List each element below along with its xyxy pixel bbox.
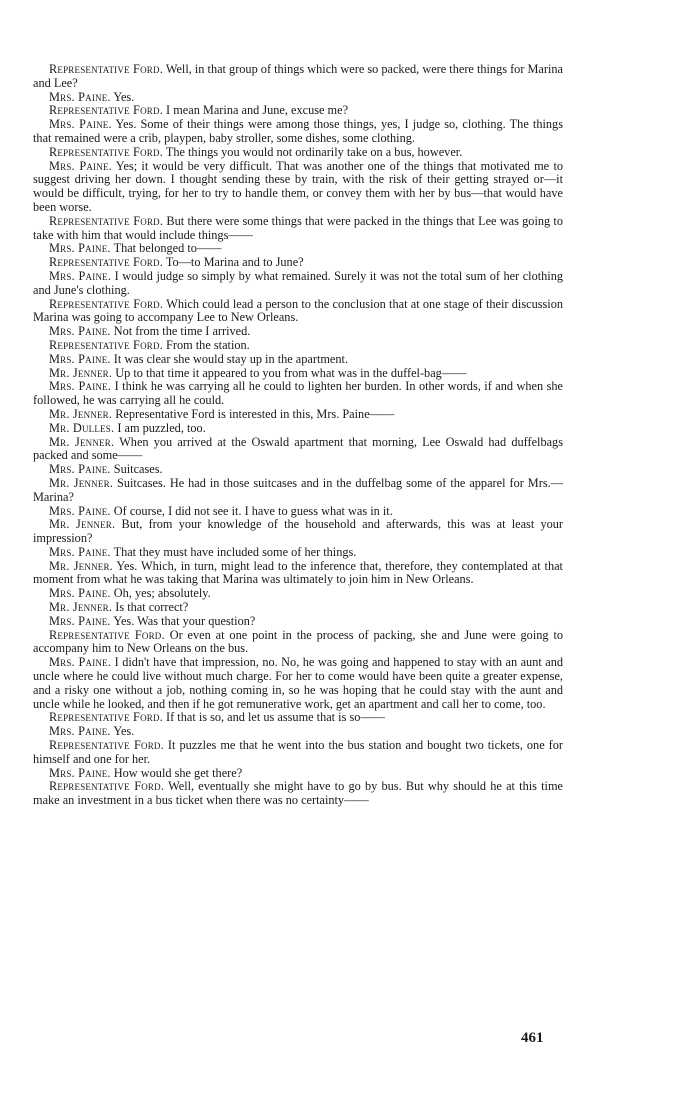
speech-text: Suitcases. <box>113 462 163 477</box>
speaker-name: Mrs. Paine. <box>49 503 111 518</box>
testimony-paragraph <box>33 587 563 601</box>
speech-text: But there were some things that were packed in the things that Lee was going to take with him that would include things—— <box>33 213 563 242</box>
speaker-name: Representative Ford. <box>49 144 163 159</box>
testimony-paragraph <box>33 767 563 781</box>
testimony-paragraph <box>33 367 563 381</box>
speaker-name: Representative Ford. <box>49 337 163 352</box>
speech-text: To—to Marina and to June? <box>165 255 304 270</box>
speaker-name: Representative Ford. <box>49 738 164 753</box>
testimony-paragraph <box>33 298 563 326</box>
speaker-name: Mr. Jenner. <box>49 517 116 532</box>
speech-text: From the station. <box>166 337 250 352</box>
speaker-name: Mr. Dulles. <box>49 420 115 435</box>
speech-text: It puzzles me that he went into the bus station and bought two tickets, one for himself and one for her. <box>33 738 564 766</box>
speaker-name: Mrs. Paine. <box>49 117 112 132</box>
speech-text: That they must have included some of her things. <box>113 544 357 559</box>
speech-text: Or even at one point in the process of packing, she and June were going to accompany him to New Orleans on the bus. <box>33 627 564 656</box>
speaker-name: Mrs. Paine. <box>49 586 111 601</box>
speaker-name: Mr. Jenner. <box>49 406 113 421</box>
speech-text: When you arrived at the Oswald apartment that morning, Lee Oswald had duffelbags packed and some—— <box>33 434 563 463</box>
testimony-paragraph <box>33 270 563 298</box>
testimony-paragraph <box>33 615 563 629</box>
speaker-name: Representative Ford. <box>49 62 163 76</box>
speaker-name: Mrs. Paine. <box>49 613 111 628</box>
speech-text: Yes. <box>113 89 135 104</box>
speaker-name: Mrs. Paine. <box>49 765 111 780</box>
testimony-paragraph <box>33 546 563 560</box>
speaker-name: Representative Ford. <box>49 296 164 311</box>
speaker-name: Mr. Jenner. <box>49 558 113 573</box>
speech-text: Of course, I did not see it. I have to guess what was in it. <box>113 503 393 518</box>
testimony-paragraph <box>33 104 563 118</box>
speech-text: Well, eventually she might have to go by bus. But why should he at this time make an investment in a bus ticket when there was no certainty—— <box>33 779 563 808</box>
testimony-paragraph <box>33 505 563 519</box>
speech-text: I am puzzled, too. <box>117 420 206 435</box>
speaker-name: Mrs. Paine. <box>49 655 112 670</box>
testimony-paragraph <box>33 711 563 725</box>
testimony-paragraph <box>33 256 563 270</box>
testimony-paragraph <box>33 422 563 436</box>
speech-text: Yes. Some of their things were among those things, yes, I judge so, clothing. The things that remained were a crib, playpen, baby stroller, some dishes, some clothing. <box>33 117 563 145</box>
speaker-name: Mr. Jenner. <box>49 600 113 615</box>
speaker-name: Representative Ford. <box>49 710 163 725</box>
testimony-paragraph <box>33 560 563 588</box>
speech-text: I mean Marina and June, excuse me? <box>166 103 349 118</box>
testimony-paragraph <box>33 63 563 91</box>
page-number: 461 <box>521 1030 544 1046</box>
testimony-paragraph <box>33 408 563 422</box>
speech-text: Up to that time it appeared to you from what was in the duffel-bag—— <box>115 365 467 380</box>
testimony-paragraph <box>33 91 563 105</box>
speaker-name: Mr. Jenner. <box>49 365 113 380</box>
testimony-paragraph <box>33 463 563 477</box>
testimony-paragraph <box>33 780 563 808</box>
speaker-name: Representative Ford. <box>49 103 163 118</box>
speech-text: How would she get there? <box>113 765 243 780</box>
testimony-paragraph <box>33 215 563 243</box>
testimony-paragraph <box>33 601 563 615</box>
speaker-name: Mrs. Paine. <box>49 268 112 283</box>
speech-text: Representative Ford is interested in this, Mrs. Paine—— <box>115 406 395 421</box>
testimony-text <box>33 63 563 808</box>
speech-text: Is that correct? <box>115 600 189 615</box>
testimony-paragraph <box>33 518 563 546</box>
speech-text: Yes. Was that your question? <box>113 613 256 628</box>
testimony-paragraph <box>33 339 563 353</box>
speech-text: Yes. <box>113 724 135 739</box>
speaker-name: Mrs. Paine. <box>49 351 111 366</box>
speech-text: Which could lead a person to the conclusion that at one stage of their discussion Marina was going to accompany Lee to New Orleans. <box>33 296 564 325</box>
speaker-name: Mrs. Paine. <box>49 89 111 104</box>
speech-text: If that is so, and let us assume that is so—— <box>166 710 385 725</box>
speech-text: Well, in that group of things which were so packed, were there things for Marina and Lee? <box>33 62 564 90</box>
testimony-paragraph <box>33 725 563 739</box>
testimony-paragraph <box>33 380 563 408</box>
testimony-paragraph <box>33 118 563 146</box>
testimony-paragraph <box>33 146 563 160</box>
speech-text: I think he was carrying all he could to lighten her burden. In other words, if and when she followed, he was carrying all he could. <box>33 379 564 408</box>
testimony-paragraph <box>33 656 563 711</box>
speech-text: It was clear she would stay up in the apartment. <box>113 351 349 366</box>
speaker-name: Mr. Jenner. <box>49 475 114 490</box>
testimony-paragraph <box>33 739 563 767</box>
speaker-name: Representative Ford. <box>49 627 165 642</box>
speech-text: But, from your knowledge of the household and afterwards, this was at least your impression? <box>33 517 563 546</box>
speaker-name: Representative Ford. <box>49 213 164 228</box>
speech-text: I would judge so simply by what remained. Surely it was not the total sum of her clothing and June's clothing. <box>33 268 563 297</box>
speech-text: Suitcases. He had in those suitcases and in the duffelbag some of the apparel for Mrs.—Marina? <box>33 475 563 504</box>
speech-text: I didn't have that impression, no. No, he was going and happened to stay with an aunt and uncle where he could live without much charge. For her to come would have been quite a greater expense, and a risky one without a job, nothing coming in, so he was hoping that he could stay with the aunt and uncle while he looked, and then if he got remunerative work, get an apartment and call her to come, too. <box>33 655 563 711</box>
speaker-name: Representative Ford. <box>49 779 165 794</box>
speaker-name: Mrs. Paine. <box>49 379 112 394</box>
speaker-name: Mrs. Paine. <box>49 544 111 559</box>
speaker-name: Mrs. Paine. <box>49 324 111 339</box>
speaker-name: Mrs. Paine. <box>49 241 111 256</box>
speaker-name: Mr. Jenner. <box>49 434 115 449</box>
speaker-name: Mrs. Paine. <box>49 158 112 173</box>
testimony-paragraph <box>33 242 563 256</box>
speech-text: Yes; it would be very difficult. That was another one of the things that motivated me to suggest driving her down. I thought sending these by train, with the risk of their getting strayed or—it would be difficult, trying, for her to try to handle them, or convey them with her by bus—that would have been worse. <box>33 158 564 214</box>
testimony-paragraph <box>33 325 563 339</box>
speech-text: Yes. Which, in turn, might lead to the inference that, therefore, they contemplated at that moment from what he was taking that Marina was ultimately to join him in New Orleans. <box>33 558 563 587</box>
testimony-paragraph <box>33 477 563 505</box>
speaker-name: Mrs. Paine. <box>49 462 111 477</box>
testimony-paragraph <box>33 436 563 464</box>
testimony-paragraph <box>33 353 563 367</box>
testimony-paragraph <box>33 629 563 657</box>
speech-text: The things you would not ordinarily take on a bus, however. <box>165 144 463 159</box>
speech-text: Oh, yes; absolutely. <box>113 586 211 601</box>
speaker-name: Representative Ford. <box>49 255 163 270</box>
speech-text: That belonged to—— <box>113 241 222 256</box>
testimony-paragraph <box>33 160 563 215</box>
speaker-name: Mrs. Paine. <box>49 724 111 739</box>
speech-text: Not from the time I arrived. <box>113 324 251 339</box>
